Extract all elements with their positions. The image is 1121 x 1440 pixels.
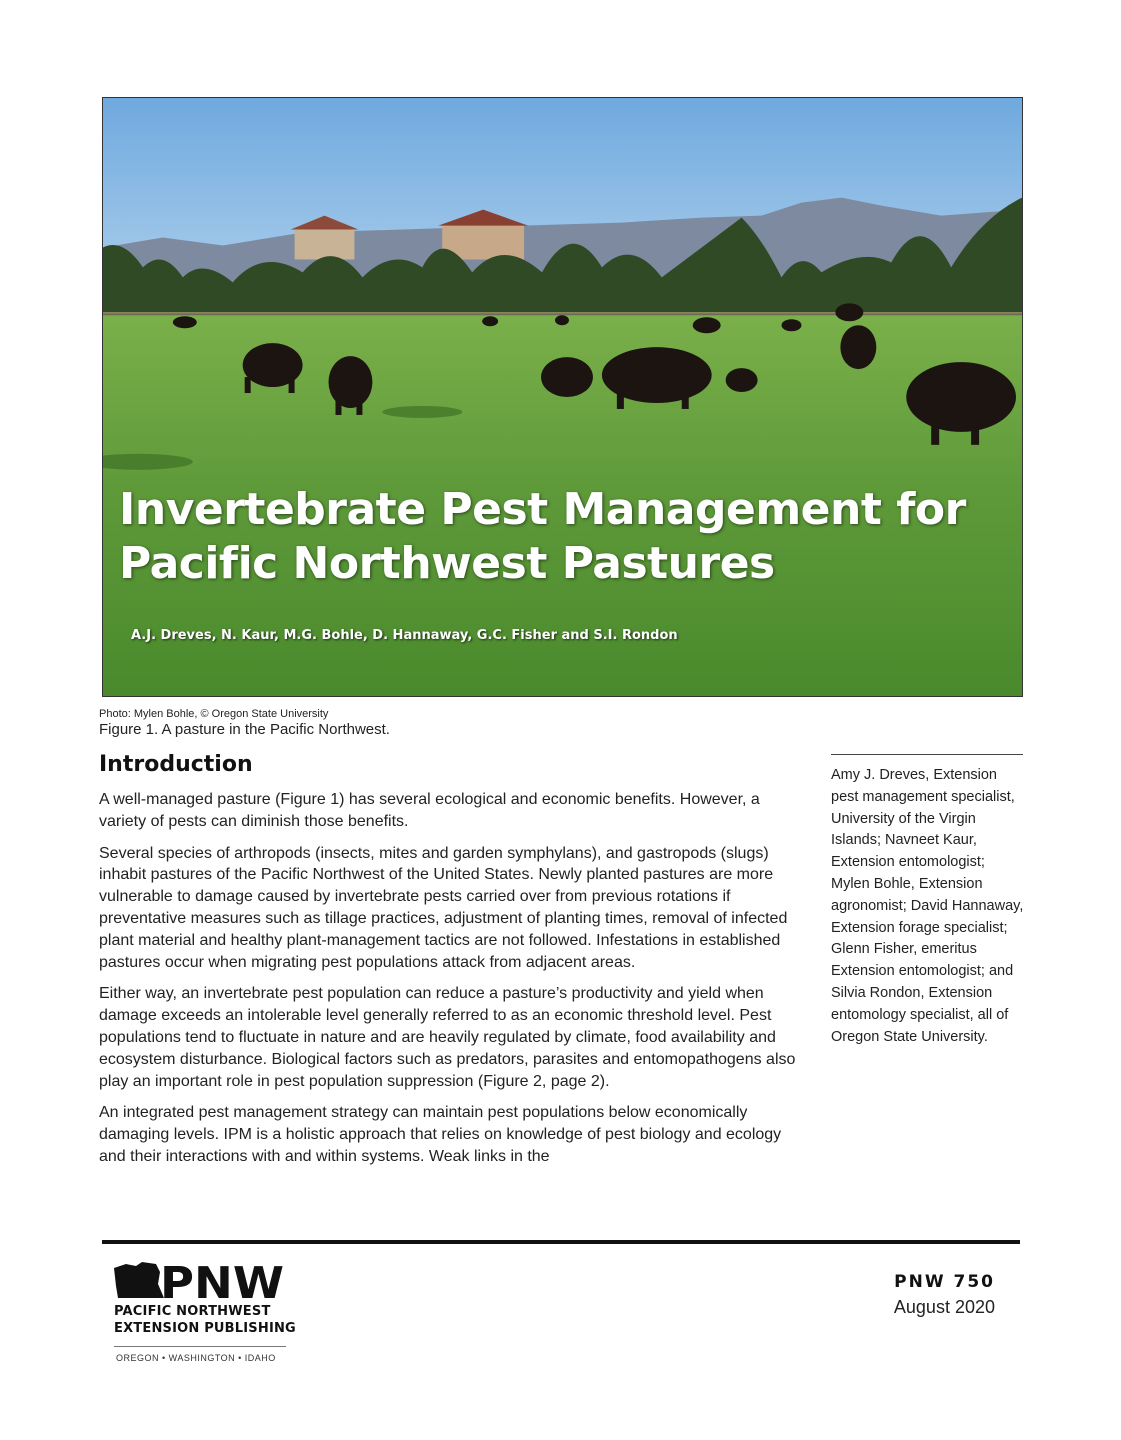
cow	[173, 316, 197, 328]
pasture-photo	[103, 98, 1022, 696]
cow	[555, 315, 569, 325]
body-text	[99, 789, 811, 1178]
cow	[971, 417, 979, 445]
cow	[693, 317, 721, 333]
publication-number: PNW 750	[894, 1272, 995, 1292]
cow	[245, 377, 251, 393]
pnw-logo-icon	[112, 1258, 287, 1302]
paragraph: Either way, an invertebrate pest population can reduce a pasture’s productivity and yield when damage exceeds an intolerable level generally referred to as an economic threshold level. Pest populations tend to fluctuate in nature and are heavily regulated by climate, food availability and ecosystem disturbance. Biological factors such as predators, parasites and entomopathogens also play an important role in pest population suppression (Figure 2, page 2).	[99, 985, 796, 1090]
cow	[289, 377, 295, 393]
cover-photo	[102, 97, 1023, 697]
cow	[782, 319, 802, 331]
cow	[931, 417, 939, 445]
publication-date: August 2020	[893, 1297, 995, 1317]
cow	[482, 316, 498, 326]
logo-mark-text: PNW	[160, 1258, 284, 1302]
cow	[726, 368, 758, 392]
paragraph: A well-managed pasture (Figure 1) has several ecological and economic benefits. However, a variety of pests can diminish those benefits.	[99, 791, 760, 830]
house-left	[295, 228, 355, 260]
author-list: A.J. Dreves, N. Kaur, M.G. Bohle, D. Hannaway, G.C. Fisher and S.I. Rondon	[131, 628, 678, 643]
cow	[541, 357, 593, 397]
logo-states: OREGON • WASHINGTON • IDAHO	[116, 1353, 276, 1363]
shadow	[382, 406, 462, 418]
section-heading-introduction: Introduction	[99, 752, 253, 777]
paragraph: Several species of arthropods (insects, mites and garden symphylans), and gastropods (slugs) inhabit pastures of the Pacific Northwest of the United States. Newly planted pastures are more vulnerable to damage caused by invertebrate pests carried over from previous rotations if preventative measures such as tillage practices, adjustment of planting times, removal of infected plant material and healthy plant-management tactics are not followed. Infestations in established pastures occur when migrating pest populations attack from adjacent areas.	[99, 844, 788, 971]
region-map-shape	[114, 1262, 164, 1298]
cow	[840, 325, 876, 369]
author-affiliations: Amy J. Dreves, Extension pest management specialist, University of the Virgin Islands; Navneet Kaur, Extension entomologist; Mylen Bohle, Extension agronomist; David Hannaway, Extension forage specialist; Glenn Fisher, emeritus Extension entomologist; and Silvia Rondon, Extension entomology specialist, all of Oregon State University.	[831, 767, 1024, 1045]
logo-line-2: EXTENSION PUBLISHING	[114, 1321, 296, 1336]
cow	[356, 397, 362, 415]
cow	[335, 397, 341, 415]
cow	[617, 387, 624, 409]
cow	[329, 356, 373, 408]
sidebar-divider	[831, 754, 1023, 755]
logo-line-1: PACIFIC NORTHWEST	[114, 1304, 271, 1319]
document-title	[119, 483, 966, 591]
title-line-2: Pacific Northwest Pastures	[119, 538, 775, 589]
footer-divider	[102, 1240, 1020, 1244]
cow	[906, 362, 1016, 432]
publisher-logo	[112, 1258, 296, 1368]
paragraph: An integrated pest management strategy can maintain pest populations below economically damaging levels. IPM is a holistic approach that relies on knowledge of pest biology and ecology and their interactions with and within systems. Weak links in the	[99, 1104, 782, 1165]
photo-credit: Photo: Mylen Bohle, © Oregon State University	[99, 708, 329, 720]
title-line-1: Invertebrate Pest Management for	[119, 484, 966, 535]
cow	[682, 387, 689, 409]
cow	[835, 303, 863, 321]
figure-caption: Figure 1. A pasture in the Pacific Northwest.	[99, 721, 390, 738]
logo-divider	[114, 1346, 286, 1347]
